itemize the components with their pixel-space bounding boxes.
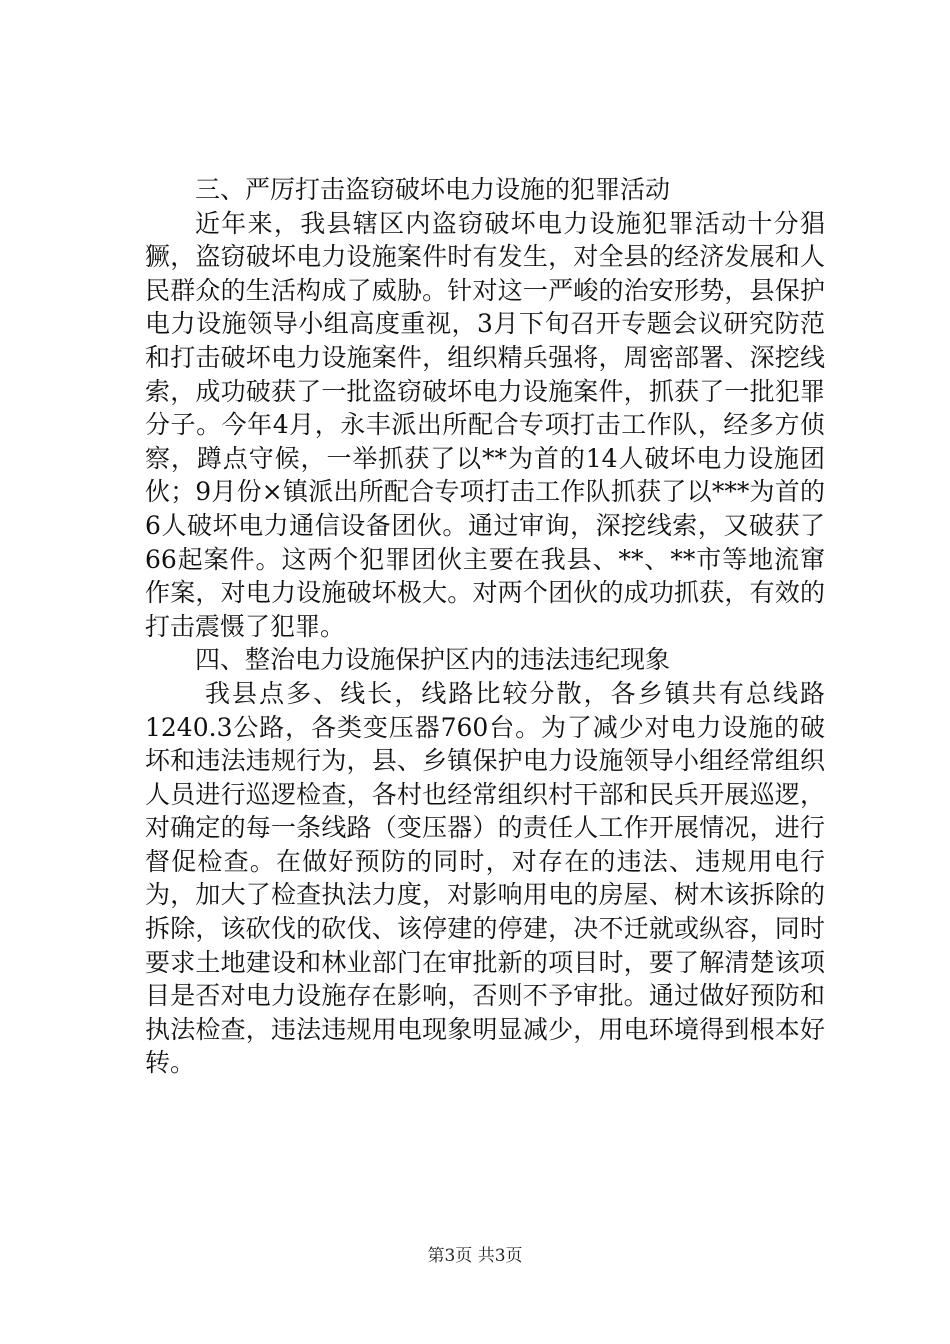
section-paragraph-3: 近年来，我县辖区内盗窃破坏电力设施犯罪活动十分猖獗，盗窃破坏电力设施案件时有发生，对全县的经济发展和人民群众的生活构成了威胁。针对这一严峻的治安形势，县保护电力设施领导小组高度重视，3月下旬召开专题会议研究防范和打击破坏电力设施案件，组织精兵强将，周密部署、深挖线索，成功破获了一批盗窃破坏电力设施案件，抓获了一批犯罪分子。今年4月，永丰派出所配合专项打击工作队，经多方侦察，蹲点守候，一举抓获了以**为首的14人破坏电力设施团伙；9月份×镇派出所配合专项打击工作队抓获了以***为首的6人破坏电力通信设备团伙。通过审询，深挖线索，又破获了66起案件。这两个犯罪团伙主要在我县、**、**市等地流窜作案，对电力设施破坏极大。对两个团伙的成功抓获，有效的打击震慑了犯罪。 — [145, 208, 825, 641]
section-paragraph-4: 我县点多、线长，线路比较分散，各乡镇共有总线路1240.3公路，各类变压器760台。为了减少对电力设施的破坏和违法违规行为，县、乡镇保护电力设施领导小组经常组织人员进行巡逻检查，各村也经常组织村干部和民兵开展巡逻，对确定的每一条线路（变压器）的责任人工作开展情况，进行督促检查。在做好预防的同时，对存在的违法、违规用电行为，加大了检查执法力度，对影响用电的房屋、树木该拆除的拆除，该砍伐的砍伐、该停建的停建，决不迁就或纵容，同时要求土地建设和林业部门在审批新的项目时，要了解清楚该项目是否对电力设施存在影响，否则不予审批。通过做好预防和执法检查，违法违规用电现象明显减少，用电环境得到根本好转。 — [145, 678, 825, 1078]
page-footer: 第3页 共3页 — [427, 1246, 523, 1266]
document-body — [145, 173, 825, 1080]
section-heading-4: 四、整治电力设施保护区内的违法违纪现象 — [195, 645, 671, 675]
section-heading-3: 三、严厉打击盗窃破坏电力设施的犯罪活动 — [195, 175, 671, 204]
